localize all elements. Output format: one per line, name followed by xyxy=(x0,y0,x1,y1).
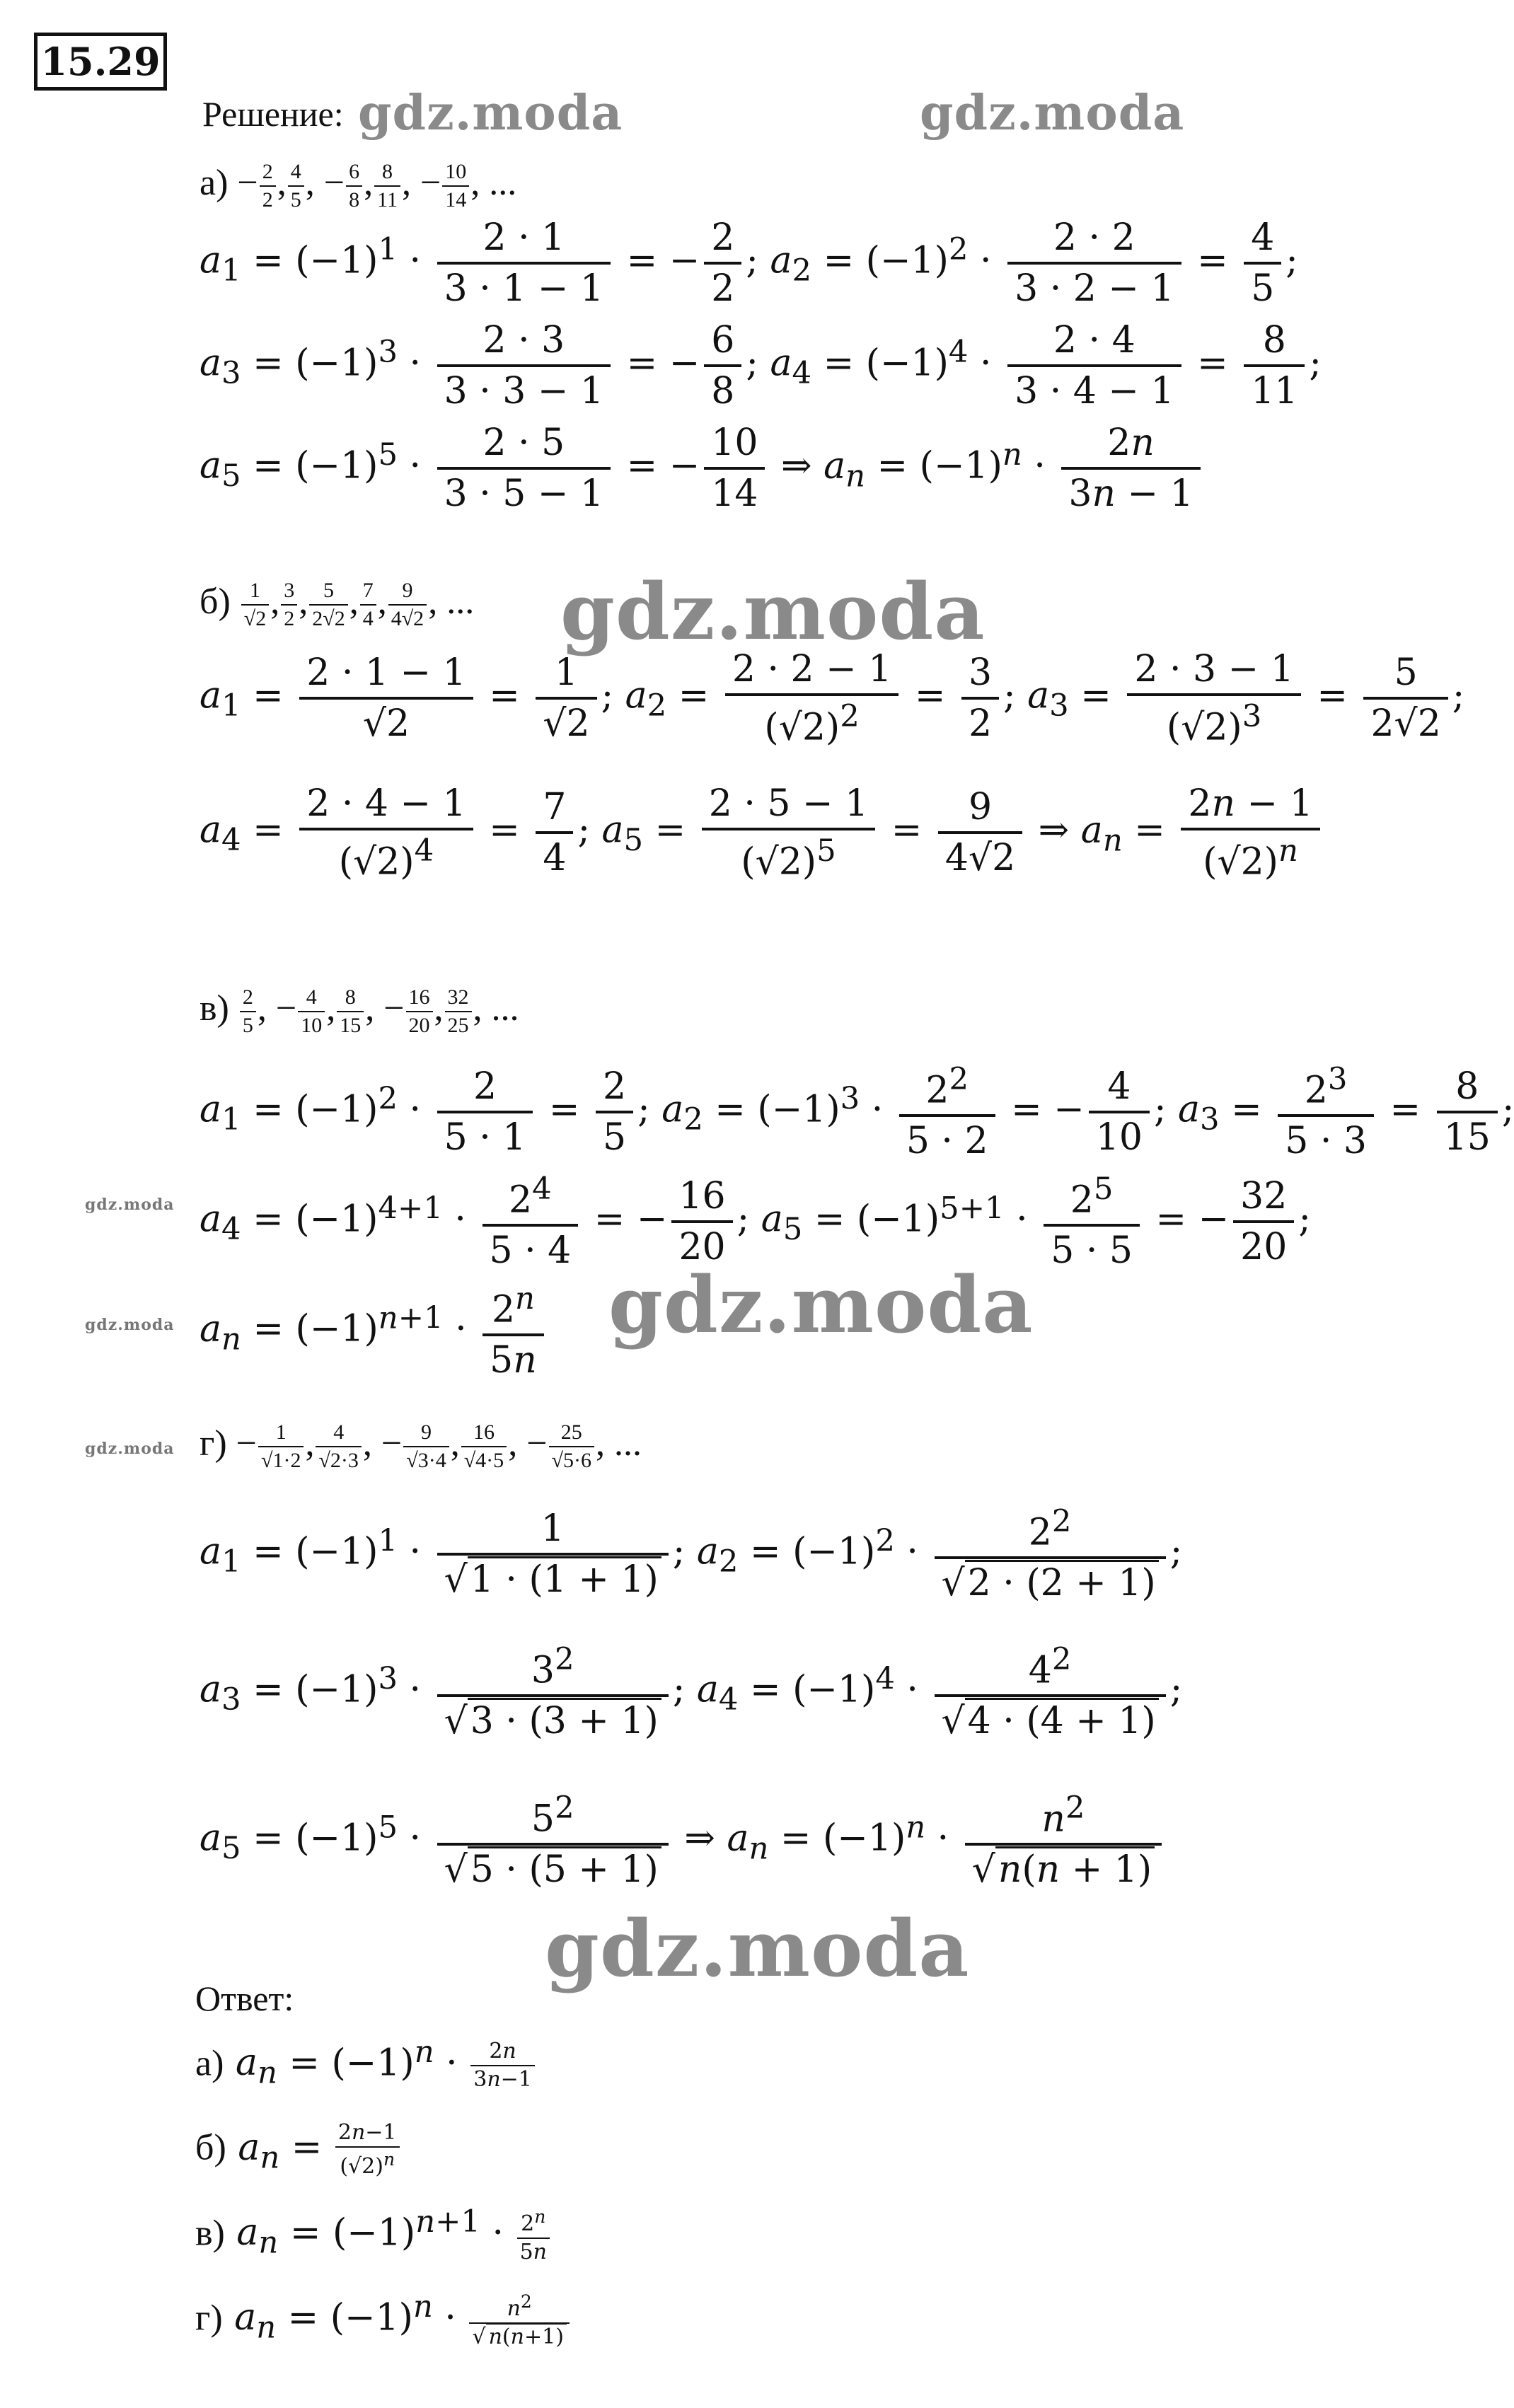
formula-line: $a_3 = (-1)^3$ · $\frac{2 \cdot 3}{3 \cdot 3 - 1}$ = − $\frac{6}{8}$ ; $a_4 = (-1)^4$ · $\frac{2 \cdot 4}{3 \cdot 4 - 1}$ = $\frac{8}{11}$ ; xyxy=(200,319,1322,412)
formula-line: $a_n = (-1)^{n+1}$ · $\frac{2^n}{5n}$ xyxy=(200,1284,548,1379)
formula-line: $a_4 = (-1)^{4+1}$ · $\frac{2^4}{5 \cdot 4}$ = − $\frac{16}{20}$ ; $a_5 = (-1)^{5+1}$ · $\frac{2^5}{5 \cdot 5}$ = − $\frac{32}{20}$ ; xyxy=(200,1171,1311,1273)
watermark: gdz.moda xyxy=(85,1440,175,1458)
watermark: gdz.moda xyxy=(545,1903,970,1994)
answer-line: в) $a_n = (-1)^{n+1}$ · $\frac{2^n}{5n}$ xyxy=(195,2207,551,2263)
formula-line: $a_1 = (-1)^1$ · $\frac{2 \cdot 1}{3 \cdot 1 - 1}$ = − $\frac{2}{2}$ ; $a_2 = (-1)^2$ · $\frac{2 \cdot 2}{3 \cdot 2 - 1}$ = $\frac{4}{5}$ ; xyxy=(200,216,1298,310)
answer-line: б) $a_n$ = $\frac{2n-1}{(√2)^n}$ xyxy=(195,2122,401,2177)
watermark: gdz.moda xyxy=(920,85,1185,141)
part-g-sequence: г) − $\frac{1}{√1\cdot 2}$ , $\frac{4}{√2\cdot 3}$ , − $\frac{9}{√3\cdot 4}$ , $\frac{16}{√4\cdot 5}$ , − $\frac{25}{√5\cdot 6}$ , ... xyxy=(200,1420,642,1472)
formula-line: $a_1$ = $\frac{2 \cdot 1 - 1}{√2}$ = $\frac{1}{√2}$ ; $a_2$ = $\frac{2 \cdot 2 - 1}{(√2)^2}$ = $\frac{3}{2}$ ; $a_3$ = $\frac{2 \cdot 3 - 1}{(√2)^3}$ = $\frac{5}{2√2}$ ; xyxy=(200,648,1465,749)
watermark: gdz.moda xyxy=(85,1196,175,1214)
formula-line: $a_4$ = $\frac{2 \cdot 4 - 1}{(√2)^4}$ = $\frac{7}{4}$ ; $a_5$ = $\frac{2 \cdot 5 - 1}{(√2)^5}$ = $\frac{9}{4√2}$ ⇒ $a_n$ = $\frac{2n - 1}{(√2)^n}$ xyxy=(200,785,1324,880)
watermark: gdz.moda xyxy=(608,1259,1034,1350)
answer-line: а) $a_n = (-1)^n$ · $\frac{2n}{3n-1}$ xyxy=(195,2037,536,2090)
part-v-sequence: в) $\frac{2}{5}$ , − $\frac{4}{10}$ , $\frac{8}{15}$ , − $\frac{16}{20}$ , $\frac{32}{25}$ , ... xyxy=(200,985,519,1037)
watermark: gdz.moda xyxy=(560,566,986,657)
formula-line: $a_1 = (-1)^2$ · $\frac{2}{5 \cdot 1}$ = $\frac{2}{5}$ ; $a_2 = (-1)^3$ · $\frac{2^2}{5 \cdot 2}$ = − $\frac{4}{10}$ ; $a_3$ = $\frac{2^3}{5 \cdot 3}$ = $\frac{8}{15}$ ; xyxy=(200,1062,1514,1163)
part-b-sequence: б) $\frac{1}{√2}$ , $\frac{3}{2}$ , $\frac{5}{2√2}$ , $\frac{7}{4}$ , $\frac{9}{4√2}$ , ... xyxy=(200,579,475,630)
formula-line: $a_5 = (-1)^5$ · $\frac{2 \cdot 5}{3 \cdot 5 - 1}$ = − $\frac{10}{14}$ ⇒ $a_n = (-1)^n$ · $\frac{2n}{3n - 1}$ xyxy=(200,424,1205,512)
solution-heading: Решение: xyxy=(202,94,344,134)
part-a-sequence: а) − $\frac{2}{2}$ , $\frac{4}{5}$ , − $\frac{6}{8}$ , $\frac{8}{11}$ , − $\frac{10}{14}$ , ... xyxy=(200,160,517,212)
answer-heading: Ответ: xyxy=(195,1979,294,2018)
answer-line: г) $a_n = (-1)^n$ · $\frac{n^2}{√ n(n+1)}$ xyxy=(195,2292,571,2348)
formula-line: $a_1 = (-1)^1$ · $\frac{1}{√1 \cdot (1 + 1)}$ ; $a_2 = (-1)^2$ · $\frac{2^2}{√2 \cdot (2 + 1)}$ ; xyxy=(200,1504,1183,1605)
watermark: gdz.moda xyxy=(358,85,623,141)
watermark: gdz.moda xyxy=(85,1316,175,1334)
problem-number: 15.29 xyxy=(34,33,167,91)
formula-line: $a_3 = (-1)^3$ · $\frac{3^2}{√3 \cdot (3 + 1)}$ ; $a_4 = (-1)^4$ · $\frac{4^2}{√4 \cdot (4 + 1)}$ ; xyxy=(200,1642,1183,1743)
formula-line: $a_5 = (-1)^5$ · $\frac{5^2}{√5 \cdot (5 + 1)}$ ⇒ $a_n = (-1)^n$ · $\frac{n^2}{√n(n + 1)}$ xyxy=(200,1793,1166,1888)
